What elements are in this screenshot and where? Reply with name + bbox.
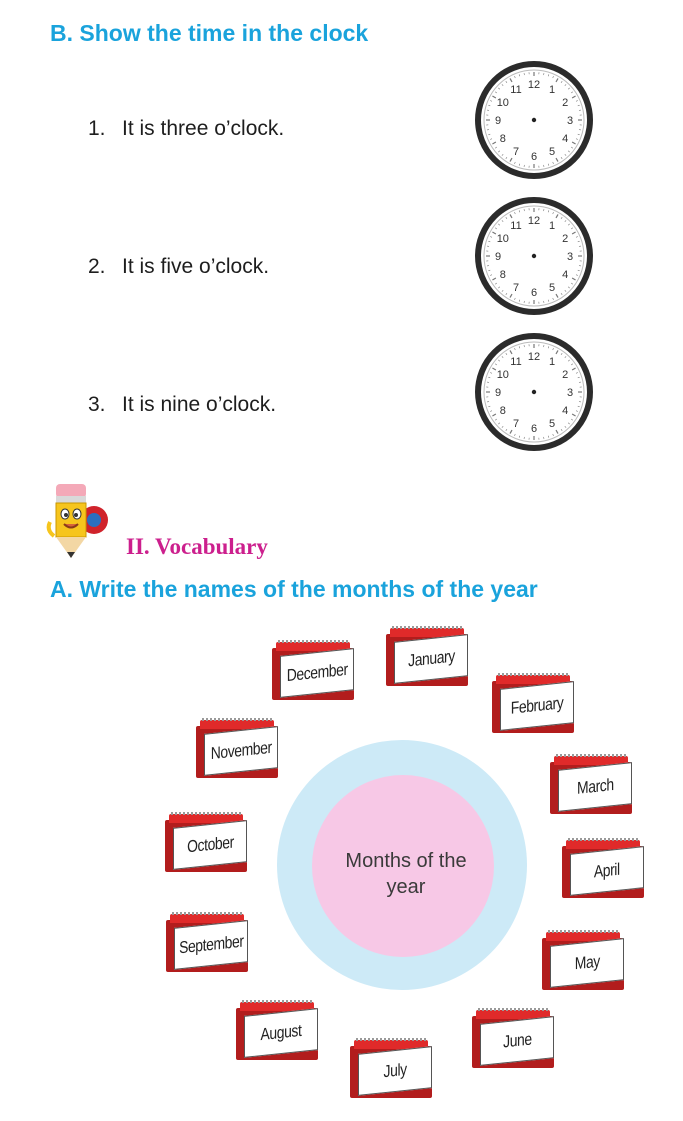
center-label-line2: year [386,876,426,898]
pencil-mascot-icon [44,470,110,562]
clock-item-2 [88,255,269,279]
clock-number: 4 [562,133,569,145]
calendar-april[interactable] [562,838,644,900]
calendar-october[interactable] [165,812,247,874]
clock-number: 9 [494,115,502,127]
clock-number: 12 [527,351,541,363]
month-label: April [594,859,620,882]
clock-number: 7 [512,418,520,431]
clock-number: 7 [512,282,520,295]
clock-number: 4 [562,269,569,281]
month-label: December [286,659,348,686]
clock-face-1[interactable] [474,60,594,180]
clock-face-3[interactable] [474,332,594,452]
clock-number: 5 [548,146,556,159]
month-label: May [574,951,600,974]
clock-face-2[interactable] [474,196,594,316]
calendar-february[interactable] [492,673,574,735]
clock-number: 3 [566,251,574,263]
clock-number: 10 [496,233,509,245]
calendar-march[interactable] [550,754,632,816]
clock-center-dot [532,254,536,258]
clock-number: 2 [562,97,569,109]
exercise-a-heading: A. Write the names of the months of the year [50,576,538,602]
center-label-line1: Months of the [345,850,467,872]
item-number: 1. [88,117,106,140]
clock-item-1 [88,117,284,141]
calendar-november[interactable] [196,718,278,780]
clock-number: 8 [499,405,506,417]
item-number: 2. [88,255,106,278]
clock-center-dot [532,390,536,394]
clock-number: 9 [494,387,502,399]
clock-number: 1 [548,83,556,96]
item-number: 3. [88,393,106,416]
clock-number: 12 [527,215,541,227]
clock-number: 8 [499,133,506,145]
vocabulary-heading: II. Vocabulary [126,534,268,559]
clock-number: 3 [566,387,574,399]
calendar-august[interactable] [236,1000,318,1062]
item-text: It is nine o’clock. [122,393,277,416]
clock-number: 5 [548,418,556,431]
clock-number: 8 [499,269,506,281]
clock-number: 1 [548,219,556,232]
month-label: March [576,775,614,798]
clock-item-3 [88,393,276,417]
clock-number: 9 [494,251,502,263]
clock-number: 7 [512,146,520,159]
clock-number: 10 [496,369,509,381]
month-label: October [186,832,234,857]
clock-number: 2 [562,233,569,245]
clock-number: 11 [510,83,522,96]
clock-number: 5 [548,282,556,295]
clock-number: 6 [530,287,538,299]
month-label: July [383,1059,407,1082]
clock-number: 6 [530,423,538,435]
clock-number: 2 [562,369,569,381]
calendar-june[interactable] [472,1008,554,1070]
month-label: August [260,1020,302,1045]
clock-number: 4 [562,405,569,417]
calendar-september[interactable] [166,912,248,974]
month-label: February [510,693,564,718]
item-text: It is three o’clock. [122,117,285,140]
clock-number: 1 [548,355,556,368]
clock-number: 12 [527,79,541,91]
item-text: It is five o’clock. [122,255,270,278]
clock-center-dot [532,118,536,122]
clock-number: 6 [530,151,538,163]
month-label: September [178,931,244,958]
calendar-january[interactable] [386,626,468,688]
clock-number: 11 [510,355,522,368]
clock-number: 3 [566,115,574,127]
calendar-may[interactable] [542,930,624,992]
calendar-december[interactable] [272,640,354,702]
month-label: June [502,1029,532,1052]
month-label: November [210,737,272,764]
clock-number: 11 [510,219,522,232]
center-label [312,848,500,900]
clock-number: 10 [496,97,509,109]
section-b-heading: B. Show the time in the clock [50,20,369,46]
calendar-july[interactable] [350,1038,432,1100]
month-label: January [407,646,455,671]
